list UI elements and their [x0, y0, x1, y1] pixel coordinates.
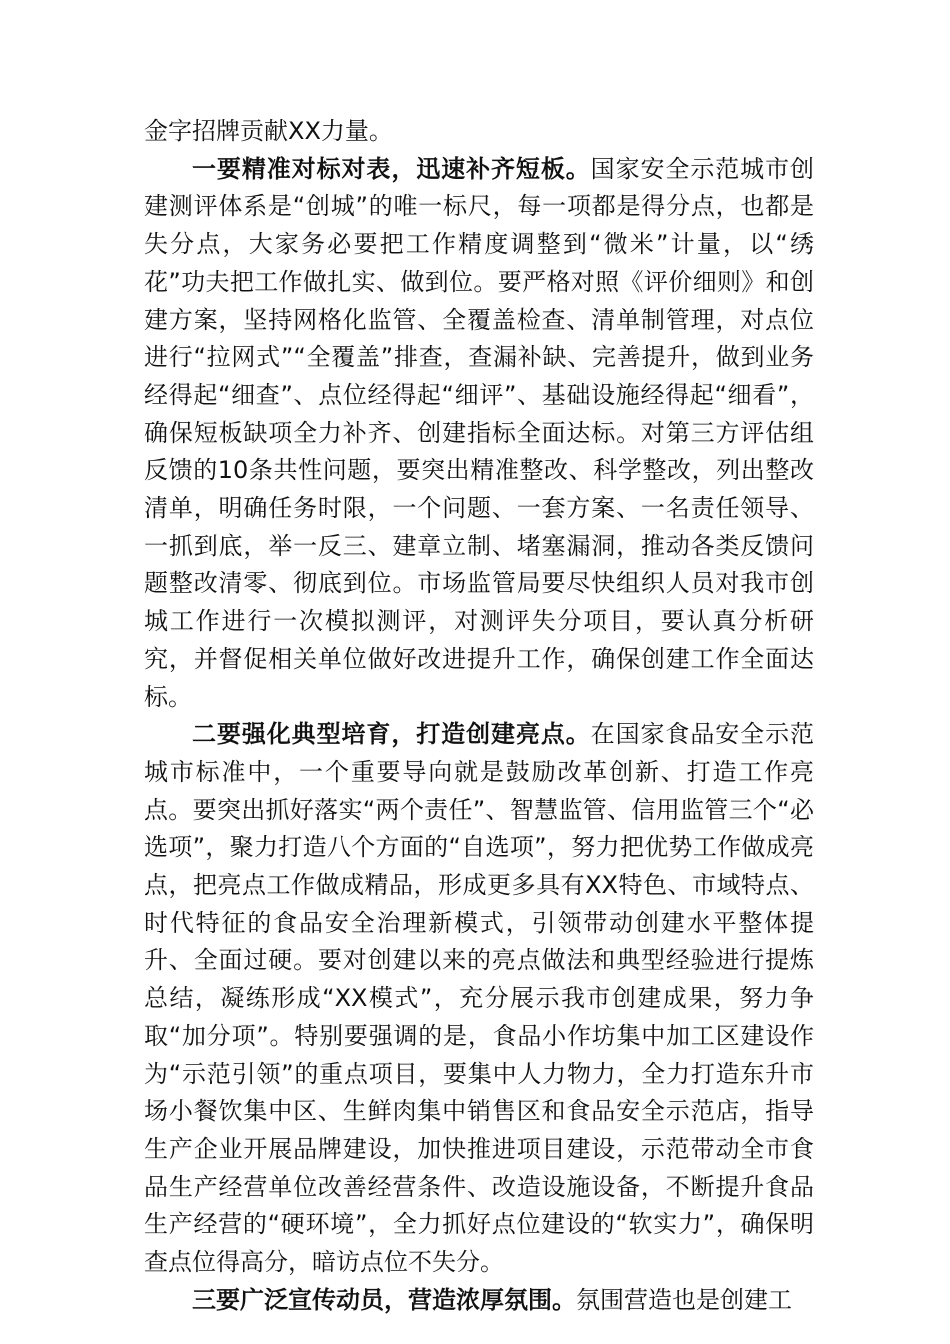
paragraph-heading: 二要强化典型培育，打造创建亮点。: [192, 720, 591, 749]
paragraph-point-two: [144, 716, 814, 1282]
paragraph-point-one: [144, 151, 814, 717]
paragraph-text: 氛围营造也是创建工: [576, 1285, 792, 1314]
paragraph-text: 国家安全示范城市创建测评体系是“创城”的唯一标尺，每一项都是得分点，也都是失分点，大家务必要把工作精度调整到“微米”计量，以“绣花”功夫把工作做扎实、做到位。要严格对照《评价细则》和创建方案，坚持网格化监管、全覆盖检查、清单制管理，对点位进行“拉网式”“全覆盖”排查，查漏补缺、完善提升，做到业务经得起“细查”、点位经得起“细评”、基础设施经得起“细看”，确保短板缺项全力补齐、创建指标全面达标。对第三方评估组反馈的10条共性问题，要突出精准整改、科学整改，列出整改清单，明确任务时限，一个问题、一套方案、一名责任领导、一抓到底，举一反三、建章立制、堵塞漏洞，推动各类反馈问题整改清零、彻底到位。市场监管局要尽快组织人员对我市创城工作进行一次模拟测评，对测评失分项目，要认真分析研究，并督促相关单位做好改进提升工作，确保创建工作全面达标。: [144, 154, 815, 711]
paragraph-point-three: [144, 1282, 814, 1320]
paragraph-text: 在国家食品安全示范城市标准中，一个重要导向就是鼓励改革创新、打造工作亮点。要突出抓好落实“两个责任”、智慧监管、信用监管三个“必选项”，聚力打造八个方面的“自选项”，努力把优势工作做成亮点，把亮点工作做成精品，形成更多具有XX特色、市域特点、时代特征的食品安全治理新模式，引领带动创建水平整体提升、全面过硬。要对创建以来的亮点做法和典型经验进行提炼总结，凝练形成“XX模式”，充分展示我市创建成果，努力争取“加分项”。特别要强调的是，食品小作坊集中加工区建设作为“示范引领”的重点项目，要集中人力物力，全力打造东升市场小餐饮集中区、生鲜肉集中销售区和食品安全示范店，指导生产企业开展品牌建设，加快推进项目建设，示范带动全市食品生产经营单位改善经营条件、改造设施设备，不断提升食品生产经营的“硬环境”，全力抓好点位建设的“软实力”，确保明查点位得高分，暗访点位不失分。: [144, 720, 815, 1277]
paragraph-heading: 一要精准对标对表，迅速补齐短板。: [192, 154, 591, 183]
paragraph-continuation: [144, 113, 814, 151]
document-body: [144, 113, 814, 1320]
paragraph-text: 金字招牌贡献XX力量。: [144, 117, 393, 145]
paragraph-heading: 三要广泛宣传动员，营造浓厚氛围。: [192, 1285, 576, 1314]
